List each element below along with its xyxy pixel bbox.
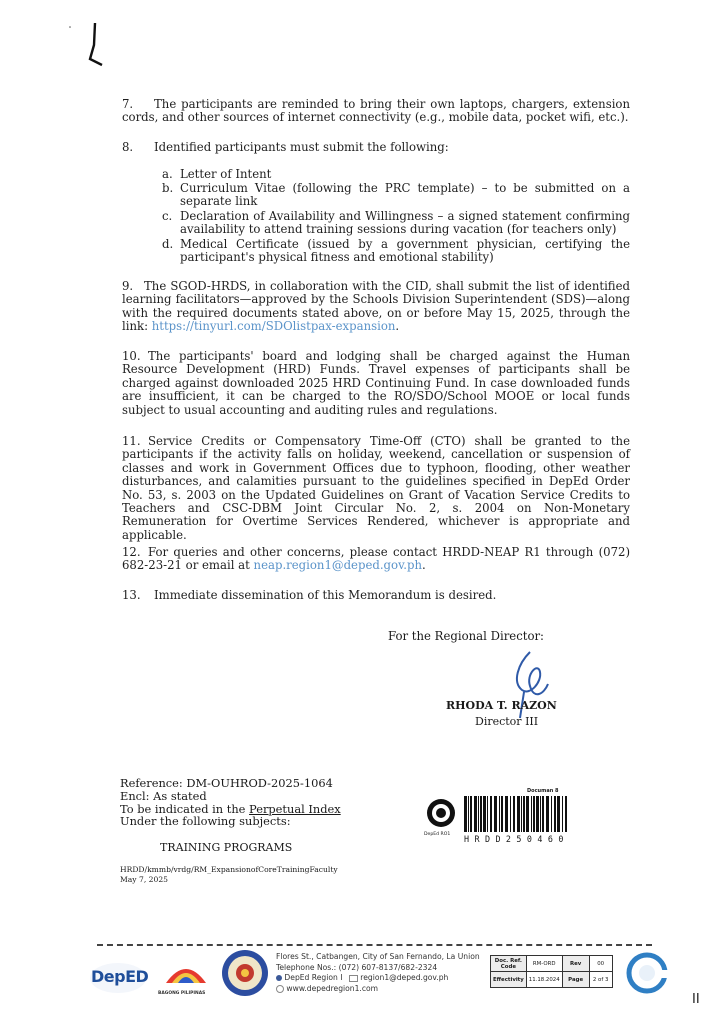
item-8 [122,141,630,154]
list-letter: c. [162,209,173,223]
item-text: The participants' board and lodging shall be charged against the Human Resource Development (HRD) Funds. Travel expenses of participants shall be charged against downloaded 2025 HRD Continuing Fund. In case downloaded funds are insufficient, it can be charged to the RO/SDO/School MOOE or local funds subject to usual accounting and auditing rules and regulations. [122,349,630,417]
item-text: The participants are reminded to bring their own laptops, chargers, extension cords, and other sources of internet connectivity (e.g., mobile data, pocket wifi, etc.). [122,97,630,125]
item-number: 9. [122,279,134,293]
list-text: Declaration of Availability and Willingness – a signed statement confirming availability to attend training sessions during vacation (for teachers only) [180,209,630,237]
for-regional-director: For the Regional Director: [388,629,545,643]
signatory-title: Director III [475,715,539,728]
signatory-name: RHODA T. RAZON [446,699,557,712]
barcode-bar [533,796,535,832]
item-text: Identified participants must submit the following: [154,140,449,154]
list-item [162,182,630,209]
effectivity: 11.18.2024 [526,972,562,988]
barcode-bar [526,796,529,832]
barcode-bar [494,796,497,832]
file-code-line: HRDD/kmmb/vrdg/RM_ExpansionofCoreTrainingFaculty [120,865,338,874]
region-seal-icon [220,948,270,998]
facebook-icon [276,975,282,981]
file-code [120,865,338,884]
list-text: Curriculum Vitae (following the PRC template) – to be submitted on a separate link [180,181,630,209]
item-number: 7. [122,97,134,111]
memo-date: May 7, 2025 [120,874,168,884]
list-letter: a. [162,167,173,181]
barcode-bar [531,796,532,832]
reference-number: Reference: DM-OUHROD-2025-1064 [120,776,333,790]
stamp-label: Documan 8 [527,788,559,794]
barcode-bar [521,796,522,832]
barcode-bar [474,796,477,832]
iso-certification-icon [626,952,668,996]
barcode-bar [499,796,500,832]
item-text: For queries and other concerns, please contact HRDD-NEAP R1 through (072) 682-23-21 or email at [122,545,630,573]
item-9 [122,280,630,334]
bagong-pilipinas-logo [158,953,214,997]
globe-icon [276,985,284,993]
barcode-bar [501,796,503,832]
telephone: Telephone Nos.: (072) 607-8137/682-2324 [276,962,438,972]
barcode-bar [562,796,563,832]
item-number: 8. [122,140,134,154]
barcode-bar [468,796,469,832]
deped-seal-icon [426,798,456,828]
perpetual-index: Perpetual Index [249,801,341,816]
subjects-line: Under the following subjects: [120,814,291,829]
barcode-bar [490,796,492,832]
footer-email[interactable]: region1@deped.gov.ph [360,973,449,982]
item-number: 11. [122,434,141,448]
item-number: 12. [122,545,141,559]
list-letter: b. [162,181,174,195]
barcode-bar [536,796,539,832]
rev-label: Rev [562,956,589,972]
barcode-bar [540,796,541,832]
barcode-bar [470,796,472,832]
barcode-bar [565,796,567,832]
item-text: Immediate dissemination of this Memorandum is desired. [154,588,497,602]
list-text: Medical Certificate (issued by a government physician, certifying the participant's physical fitness and emotional stability) [180,237,630,265]
address: Flores St., Catbangen, City of San Fernando, La Union [276,952,480,961]
website[interactable]: www.depedregion1.com [286,983,379,993]
email-icon [349,975,358,982]
page: 2 of 3 [589,972,612,988]
barcode-bar [478,796,479,832]
tracking-stamp [424,788,570,850]
barcode-bar [554,796,556,832]
deped-logo-text: DepED [91,967,149,986]
page-label: Page [562,972,589,988]
rev: 00 [589,956,612,972]
item-12 [122,546,630,573]
subject-training-programs: TRAINING PROGRAMS [160,841,293,854]
barcode-bar [546,796,549,832]
barcode-text: H R D D 2 5 0 4 6 0 [464,834,564,844]
barcode-bar [523,796,525,832]
sdo-list-link[interactable]: https://tinyurl.com/SDOlistpax-expansion [151,319,396,334]
document-reference-table [490,955,613,988]
item-11 [122,435,630,542]
deped-logo [88,961,148,995]
contact-info [276,952,480,994]
page-mark: II [692,992,700,1007]
bagong-pilipinas-text: BAGONG PILIPINAS [158,991,206,996]
list-item [162,168,630,181]
barcode-bar [551,796,552,832]
seal-label: DepEd RO1 [424,832,451,837]
bagong-pilipinas-icon [158,953,214,991]
barcode-bar [483,796,486,832]
barcode-bar [542,796,544,832]
indicated-prefix: To be indicated in the [120,801,250,816]
item-after: . [395,319,400,334]
list-item [162,210,630,237]
item-after: . [422,558,426,573]
barcode-bar [464,796,467,832]
item-number: 10. [122,349,141,363]
item-number: 13. [122,588,141,602]
effectivity-label: Effectivity [491,972,527,988]
enclosure: Encl: As stated [120,788,207,803]
reference-block [120,777,341,828]
item-7 [122,98,630,125]
barcode [464,796,568,832]
barcode-bar [487,796,488,832]
barcode-bar [480,796,482,832]
item-text: The SGOD-HRDS, in collaboration with the CID, shall submit the list of identified learning facilitators—approved by the Schools Division Superintendent (SDS)—along with the required documents stated above, on or before May 15, 2025, through the link: [122,279,630,334]
item-10 [122,350,630,417]
social-email-line [276,973,480,984]
item-13 [122,589,630,602]
doc-ref-code-label: Doc. Ref. Code [491,956,527,972]
barcode-bar [510,796,511,832]
doc-ref-code: RM-ORD [526,956,562,972]
list-text: Letter of Intent [180,167,272,181]
email-link[interactable]: neap.region1@deped.gov.ph [253,558,423,573]
barcode-bar [505,796,508,832]
footer-divider [97,944,652,946]
barcode-bar [517,796,520,832]
item-text: Service Credits or Compensatory Time-Off (CTO) shall be granted to the participants if the activity falls on holiday, weekend, cancellation or suspension of classes and work in Government Offices due to typhoon, flooding, other weather disturbances, and calamities pursuant to the guidelines specified in DepEd Order No. 53, s. 2003 on the Updated Guidelines on Grant of Vacation Service Credits to Teachers and CSC-DBM Joint Circular No. 2, s. 2004 on Non-Monetary Remuneration for Overtime Services Rendered, whichever is appropriate and applicable. [122,434,630,542]
facebook[interactable]: DepEd Region I [284,973,343,982]
pen-mark [60,15,120,70]
website-line [276,984,480,995]
barcode-bar [557,796,560,832]
list-letter: d. [162,237,174,251]
barcode-bar [513,796,515,832]
list-item [162,238,630,265]
